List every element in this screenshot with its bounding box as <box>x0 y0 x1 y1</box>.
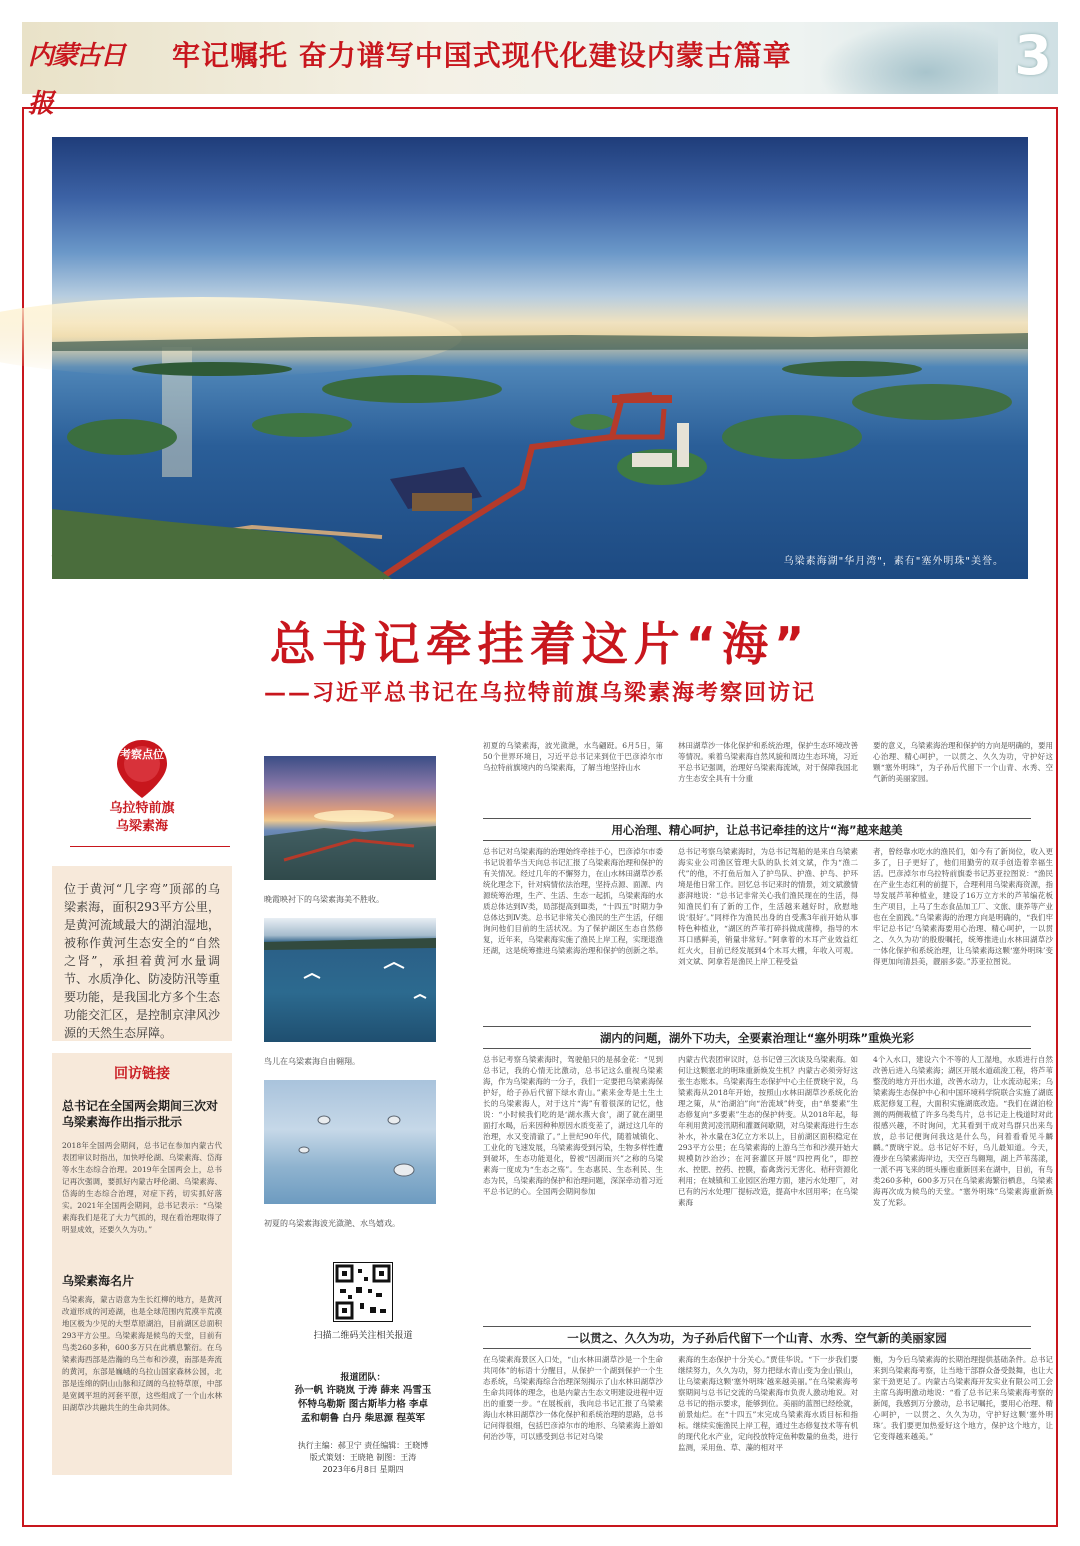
section3-column-1: 在乌梁素海景区入口处，“山水林田湖草沙是一个生命共同体”的标语十分醒目，从保护一个湖到保护一个生态系统，乌梁素海综合治理深刻揭示了山水林田湖草沙生命共同体的理念，也是内蒙古生态文明建设进程中迈出的重要一步。“在展板前，我向总书记汇报了乌梁素海山水林田湖草沙一体化保护和系统治理的思路，总书记问得很细，包括巴彦淖尔市的地形、乌梁素海上游如何治沙等，可以感受到总书记对乌梁 <box>483 1355 663 1441</box>
location-name: 乌拉特前旗 乌梁素海 <box>109 801 175 834</box>
photo-caption-1: 晚霞映衬下的乌梁素海美不胜收。 <box>264 895 384 904</box>
revisit-tab: 回访链接 <box>114 1066 170 1082</box>
section1-column-2: 总书记考察乌梁素海时，为总书记驾船的是来自乌梁素海实业公司渔区管理大队的队长刘文斌，作为“渔二代”的他，不打鱼后加入了护鸟队、护渔、护鸟、护环境是他日常工作。回忆总书记来时的情景，刘文斌激情澎湃地说：“总书记非常关心我们渔民现在的生活，得知渔民们有了新的工作，生活越来越好时，欣慰地说‘很好’。”同样作为渔民出身的自受燕3年前开始从事特色种植业，“湖区的芦苇打碎抖做成菌棒，指导的木耳口感鲜美，销量非常好。”阿拿着的木耳产业效益红红火火，目前已经发展到4个木耳大棚，年收入可观。刘文斌、阿拿若是渔民上岸工程受益 <box>678 847 858 966</box>
section-rule-2 <box>483 1026 1031 1027</box>
section-heading-1: 用心治理、精心呵护，让总书记牵挂的这片“海”越来越美 <box>611 823 903 837</box>
section2-column-2: 内蒙古代表团审议时，总书记曾三次谈及乌梁素海。如何让这颗塞北的明珠重新焕发生机？内蒙古必须旁好这张生态账本。乌梁素海生态保护中心主任贾晓宇说，乌梁素海从2018年开始，按照山水林田湖草沙系统化治理之策，从“治湖泊”向“治流域”转变，由“单要素”生态修复向“多要素”生态的保护转变。从2018年起，每年利用黄河凌汛期和灌溉间歇期，对乌梁素海进行生态补水，补水量在3亿立方米以上，目前湖区面积稳定在293平方公里；在乌梁素海的上游乌兰布和沙漠开始大规模防沙治沙；在河套灌区开展“四控两化”，即控水、控肥、控药、控膜，畜禽粪污无害化、秸秆资源化利用；在城镇和工业园区治理方面，建污水处理厂，对已有的污水处理厂提标改造，提高中水回用率；在乌梁素海 <box>678 1055 858 1207</box>
editorial-credit: 执行主编：郝卫宁 责任编辑：王晓博 版式策划：王晓艳 制图：王涛 2023年6月8日 星期四 <box>297 1441 429 1474</box>
section1-column-1: 总书记对乌梁素海的治理始终牵挂于心，巴彦淖尔市委书记说着华当天向总书记汇报了乌梁素海治理和保护的有关情况。经过几年的不懈努力，在山水林田湖草沙系统化理念下，针对病情依法治理，坚持点源、面源、内源统筹治理，生产、生活、生态一起抓，乌梁素海的水质总体达到Ⅳ类，局部提高到Ⅲ类，“十四五”时期力争总体达到Ⅳ类。总书记非常关心渔民的生产生活，仔细询问他们目前的生活状况。为了保护湖区生态自然修复，近年来，乌梁素海实施了渔民上岸工程，实现退渔还湖，这是统筹推进乌梁素海治理和保护的创新之举。 <box>483 847 663 955</box>
qr-code[interactable] <box>333 1262 393 1322</box>
hero-photo <box>52 137 1028 579</box>
photo-birds-flying <box>264 918 436 1042</box>
section3-column-2: 素海的生态保护十分关心。”贾佳华说。“下一步我们要继续努力，久久为功，努力把绿水青山变为金山银山，让乌梁素海这颗‘塞外明珠’越来越美丽。”在乌梁素海考察期间与总书记交流的乌梁素海市负责人激动地说。对总书记的指示要求，能够到位。美丽的蓝图已经绘就，前景灿烂。在“十四五”末完成乌梁素海水质目标和指标。继续实施渔民上岸工程，通过生态修复技术等有机的现代化水产业，定向投放特定鱼种数量的鱼类，进行监测，采用鱼、草、藻的相对平 <box>678 1355 858 1452</box>
lead-column-3: 要的意义，乌梁素海治理和保护的方向是明确的，要用心治理、精心呵护，一以贯之、久久为功，守护好这颗“塞外明珠”，为子孙后代留下一个山青、水秀、空气新的美丽家园。 <box>873 741 1053 783</box>
section2-column-3: 4个入水口，建设六个不等的人工湿地，水质进行自然改善后进入乌梁素海；湖区开展水道疏浚工程，将芦苇整茂的地方开出水道，改善水动力，让水流动起来；乌梁素海生态保护中心和中国环境科学院联合实施了湖底底泥修复工程，大面积实施湖底改造。“我们在湖泊检测的两侧栽植了许多乌类鸟片，总书记走上栈道时对此很感兴趣，不时询问，尤其看到干成对鸟群只出来鸟放，总书记便询问我这是什么鸟，问着看看见斗麟麟。”贾晓宇说。总书记好不好，乌儿最知道。今天，漫步在乌梁素海岸边，天空百鸟翱翔，湖上芦苇荡漾，一派不再飞来的斑头雁也重新回来在湖中，目前，有鸟类260多种，600多万只在乌梁素海繁衍栖息，乌梁素海再次成为候鸟的天堂。“塞外明珠”乌梁素海重新焕发了光彩。 <box>873 1055 1053 1207</box>
section1-column-3: 者，曾经靠水吃水的渔民们，如今有了新岗位，收入更多了，日子更好了，他们用勤劳的双手创造着幸福生活。巴彦淖尔市乌拉特前旗委书记苏亚拉图说：“渔民在产业生态红利的前提下，合理利用乌梁素海资源，指导发展芦苇种植业，建设了16万立方米的芦苇编花板生产项目，上马了生态食品加工厂、文旅、康养等产业也在全面践。”乌梁素海的治理方向是明确的，“我们牢牢记总书记‘乌梁素海要用心治理、精心呵护，一以贯之、久久为功’的殷殷嘱托，统筹推进山水林田湖草沙一体化保护和系统治理，让乌梁素海这颗‘塞外明珠’变得更加向清县美，靓丽多姿。”苏亚拉图说。 <box>873 847 1053 966</box>
section-rule-2b <box>483 1048 1031 1049</box>
section3-column-3: 衡，为今后乌梁素海的长期治理提供基础条件。总书记来到乌梁素海考察，让当地干部群众备受鼓舞，也让大家干劲更足了。内蒙古乌梁素海开发实业有限公司工会主席乌海明激动地说：“看了总书记来乌梁素海考察的新闻，我感到万分激动，总书记嘱托，要用心治理、精心呵护，一以贯之、久久为功，守护好这颗‘塞外明珠’。我们要更加热爱好这个地方，保护这个地方，让它变得越来越美。” <box>873 1355 1053 1441</box>
hero-caption: 乌梁素海湖"华月湾"，素有"塞外明珠"美誉。 <box>783 556 1004 567</box>
header-decoration <box>818 22 998 94</box>
section2-column-1: 总书记考察乌梁素海时，驾驶船只的是郝金花：“见到总书记，我的心情无比激动，总书记这么重视乌梁素海，作为乌梁素海的一分子，我们一定要把乌梁素海保护好，给子孙后代留下绿水青山。”素来金寿是土生土长的乌梁素海人，对于这片“海”有着很深的记忆，他说：“小时候我们吃的是‘湖水燕大食’，湖了就在湖里面打水喝，后来因种种原因水质变差了，湖过这几年的治理，水又变清澈了。”上世纪90年代，随着城镇化、工业化的飞速发展，乌梁素海受到污染，生物多样性遭到破坏，生态功能退化，曾被“因湖而兴”之称的乌梁素海一度成为“生态之殇”。生态惠民、生态利民、生态为民，乌梁素海的保护和治理问题，深深牵动着习近平总书记的心。全国两会期间参加 <box>483 1055 663 1196</box>
page-header <box>22 22 1058 119</box>
location-intro: 位于黄河“几字弯”顶部的乌梁素海，面积293平方公里，是黄河流域最大的湖泊湿地，被称作黄河生态安全的“自然之肾”，承担着黄河水量调节、水质净化、防凌防汛等重要功能，是我国北方多个生态功能交汇区，是控制京津风沙源的天然生态屏障。 <box>52 866 232 1041</box>
photo-caption-2: 鸟儿在乌梁素海自由翱翔。 <box>264 1057 360 1066</box>
namecard-heading: 乌梁素海名片 <box>62 1274 135 1288</box>
location-divider <box>70 846 230 847</box>
page-number: 3 <box>1014 24 1052 87</box>
section-heading-3: 一以贯之、久久为功，为子孙后代留下一个山青、水秀、空气新的美丽家园 <box>567 1331 947 1345</box>
photo-caption-3: 初夏的乌梁素海波光潋滟、水鸟嬉戏。 <box>264 1219 400 1228</box>
section-rule-3b <box>483 1348 1031 1349</box>
location-pin-icon <box>114 738 170 800</box>
masthead-logo: 内蒙古日报 <box>28 41 125 119</box>
section-rule-1b <box>483 840 1031 841</box>
qr-caption: 扫描二维码关注相关报道 <box>313 1331 413 1341</box>
team-members: 孙一帆 许晓岚 于涛 薛来 冯雪玉 怀特乌勒斯 图古斯毕力格 李卓 孟和朝鲁 白丹 柴思源 程英军 <box>294 1385 432 1424</box>
lead-column-2: 林田湖草沙一体化保护和系统治理，保护生态环境改善等情况。乘着乌梁素海自然风貌和周边生态环境，习近平总书记强调，治理好乌梁素海流域，对于保障我国北方生态安全具有十分重 <box>678 741 858 783</box>
team-heading: 报道团队： <box>340 1373 386 1383</box>
article-subtitle: ——习近平总书记在乌拉特前旗乌梁素海考察回访记 <box>263 681 816 706</box>
revisit-body: 2018年全国两会期间，总书记在参加内蒙古代表团审议时指出，加快呼伦湖、乌梁素海、岱海等水生态综合治理。2019年全国两会上，总书记再次强调，要抓好内蒙古呼伦湖、乌梁素海、岱海的生态综合治理，对症下药，切实抓好落实。2021年全国两会期间，总书记表示：“乌梁素海我们是花了大力气抓的，现在看治理取得了明显成效，还要久久为功。” <box>62 1141 222 1234</box>
revisit-heading: 总书记在全国两会期间三次对乌梁素海作出指示批示 <box>62 1099 219 1129</box>
section-rule-3 <box>483 1326 1031 1327</box>
header-headline: 牢记嘱托 奋力谱写中国式现代化建设内蒙古篇章 <box>172 39 792 72</box>
pin-label: 考察点位 <box>120 748 164 761</box>
section-heading-2: 湖内的问题，湖外下功夫，全要素治理让“塞外明珠”重焕光彩 <box>599 1031 915 1045</box>
lead-column-1: 初夏的乌梁素海，波光潋滟，水鸟翩跹。6月5日，第50个世界环境日，习近平总书记来到位于巴彦淖尔市乌拉特前旗境内的乌梁素海，了解当地坚持山水 <box>483 741 663 772</box>
namecard-body: 乌梁素海，蒙古语意为生长红柳的地方，是黄河改道形成的河迹湖，也是全球范围内荒漠半荒漠地区极为少见的大型草原湖泊，目前湖区总面积293平方公里。乌梁素海是候鸟的天堂，目前有鸟类260多种，600多万只在此栖息繁衍。在乌梁素海西部是浩瀚的乌兰布和沙漠，南部是奔流的黄河，东部是巍峨的乌拉山国家森林公园，北部是连绵的阴山山脉和辽阔的乌拉特草原，中部是宽阔平坦的河套平原，这些组成了一个山水林田湖草沙共融共生的生命共同体。 <box>62 1295 222 1412</box>
section-rule-1 <box>483 818 1031 819</box>
photo-sunset <box>264 756 436 880</box>
hero-landscape-illustration <box>52 137 1028 579</box>
photo-herons <box>264 1080 436 1204</box>
article-title: 总书记牵挂着这片“海” <box>269 617 811 671</box>
